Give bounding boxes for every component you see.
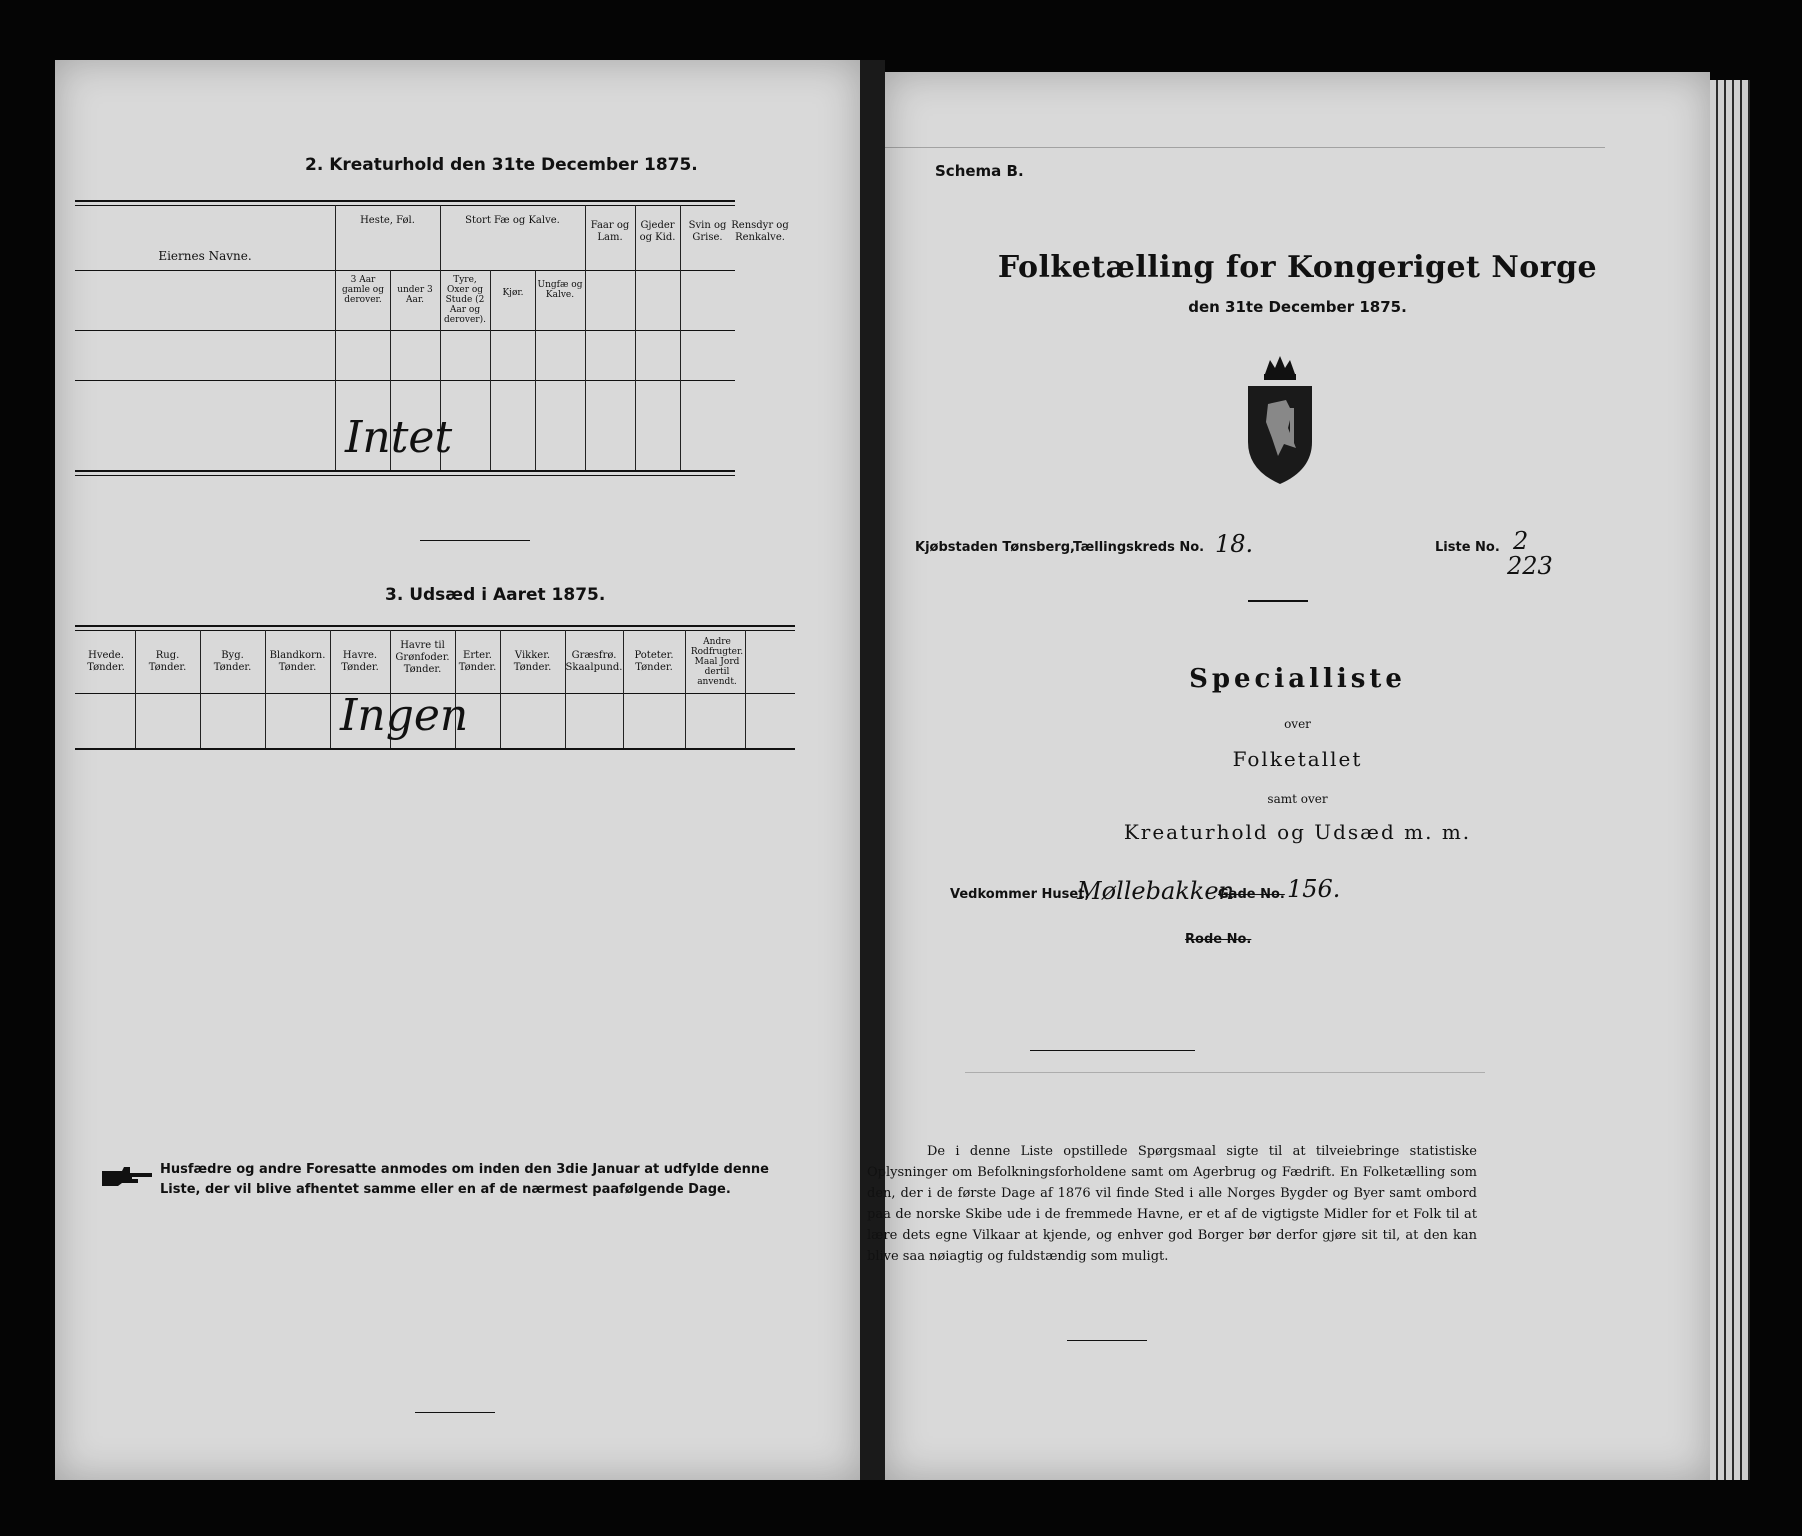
livestock-handwritten-entry: Intet bbox=[345, 412, 453, 463]
book-spine bbox=[860, 60, 885, 1480]
liste-label: Liste No. bbox=[1435, 540, 1500, 555]
right-page bbox=[867, 72, 1710, 1480]
census-date-wrap bbox=[885, 297, 1710, 316]
young-cattle-header: Ungfæ og Kalve. bbox=[537, 280, 583, 300]
liste-value: 2 bbox=[1513, 527, 1529, 555]
horses-header: Heste, Føl. bbox=[360, 215, 415, 226]
sowing-handwritten-entry: Ingen bbox=[340, 690, 469, 741]
sow-col-3: Blandkorn. Tønder. bbox=[269, 650, 326, 673]
cows-header: Kjør. bbox=[502, 288, 524, 298]
sow-col-1: Rug. Tønder. bbox=[148, 650, 187, 673]
bleed-through-handwriting bbox=[525, 480, 785, 660]
sow-col-8: Græsfrø. Skaalpund. bbox=[565, 650, 623, 673]
gade-value: 156. bbox=[1287, 875, 1341, 903]
specialliste-heading: Specialliste bbox=[1189, 664, 1406, 694]
explanatory-text: De i denne Liste opstillede Spørgsmaal sigte til at tilveiebringe statistiske Oplysninger om Befolkningsforholdene samt om Agerbrug og Fædrift. En Folketælling som den, der i de første Dage af 1876 vil finde Sted i alle Norges Bygder og Byer samt ombord paa de norske Skibe ude i de fremmede Havne, er et af de vigtigste Midler for et Folk til at lære dets egne Vilkaar at kjende, og enhver god Borger bør derfor gjøre sit til, at den kan blive saa nøiagtig og fuldstændig som muligt. bbox=[867, 1144, 1477, 1264]
sowing-heading: 3. Udsæd i Aaret 1875. bbox=[385, 585, 606, 605]
sow-col-6: Erter. Tønder. bbox=[458, 650, 497, 673]
census-title-wrap bbox=[885, 250, 1710, 285]
liste-extra: 223 bbox=[1507, 552, 1553, 580]
mid-rule bbox=[1030, 1050, 1195, 1051]
sow-col-9: Poteter. Tønder. bbox=[634, 650, 674, 673]
bulls-header: Tyre, Oxer og Stude (2 Aar og derover). bbox=[444, 275, 486, 325]
livestock-heading: 2. Kreaturhold den 31te December 1875. bbox=[305, 155, 698, 175]
sow-col-0: Hvede. Tønder. bbox=[87, 650, 125, 673]
horses-under3-header: under 3 Aar. bbox=[397, 285, 433, 305]
pointing-hand-icon bbox=[100, 1165, 155, 1187]
sow-col-4: Havre. Tønder. bbox=[341, 650, 379, 673]
page-edges bbox=[1710, 80, 1750, 1480]
left-page bbox=[55, 60, 860, 1480]
kreaturhold-heading: Kreaturhold og Udsæd m. m. bbox=[1123, 820, 1472, 844]
bleed-through-lower bbox=[965, 1072, 1485, 1133]
sow-col-10: Andre Rodfrugter. Maal Jord dertil anvendt. bbox=[690, 637, 744, 687]
notice-text: Husfædre og andre Foresatte anmodes om inden den 3die Januar at udfylde denne Liste, der vil blive afhentet samme eller en af de nærmest paafølgende Dage. bbox=[160, 1162, 770, 1197]
bottom-divider bbox=[415, 1412, 495, 1413]
goats-header: Gjeder og Kid. bbox=[639, 220, 676, 243]
gade-label: Gade No. bbox=[1218, 887, 1285, 902]
rode-label: Rode No. bbox=[1185, 932, 1252, 947]
owner-column-header: Eiernes Navne. bbox=[158, 249, 252, 263]
tellingskreds-label: Tællingskreds No. bbox=[1073, 540, 1205, 555]
pigs-header: Svin og Grise. bbox=[688, 220, 727, 243]
census-date: den 31te December 1875. bbox=[1188, 298, 1407, 316]
coat-of-arms-icon bbox=[1240, 352, 1320, 487]
over-text-1: over bbox=[1284, 717, 1311, 731]
kreaturhold-wrap bbox=[885, 820, 1710, 844]
vedkommer-label: Vedkommer Huset, bbox=[950, 887, 1090, 902]
vedkommer-value: Møllebakken bbox=[1077, 877, 1234, 905]
folketallet-heading: Folketallet bbox=[1232, 747, 1363, 771]
horses-3yr-header: 3 Aar gamle og derover. bbox=[342, 275, 384, 305]
cattle-header: Stort Fæ og Kalve. bbox=[465, 215, 560, 226]
samt-over-text: samt over bbox=[1267, 792, 1328, 806]
divider-line bbox=[420, 540, 530, 541]
sow-col-5: Havre til Grønfoder. Tønder. bbox=[395, 640, 450, 675]
reindeer-header: Rensdyr og Renkalve. bbox=[731, 220, 789, 243]
census-title: Folketælling for Kongeriget Norge bbox=[997, 250, 1598, 285]
sow-col-7: Vikker. Tønder. bbox=[513, 650, 552, 673]
sheep-header: Faar og Lam. bbox=[590, 220, 630, 243]
tellingskreds-value: 18. bbox=[1215, 530, 1254, 558]
bottom-rule bbox=[1067, 1340, 1147, 1341]
schema-label: Schema B. bbox=[935, 162, 1024, 180]
specialliste-wrap bbox=[885, 664, 1710, 694]
folketallet-wrap bbox=[885, 747, 1710, 771]
sow-col-2: Byg. Tønder. bbox=[213, 650, 252, 673]
short-rule-1 bbox=[1248, 600, 1308, 602]
kjobstad-label: Kjøbstaden Tønsberg, bbox=[915, 540, 1075, 555]
